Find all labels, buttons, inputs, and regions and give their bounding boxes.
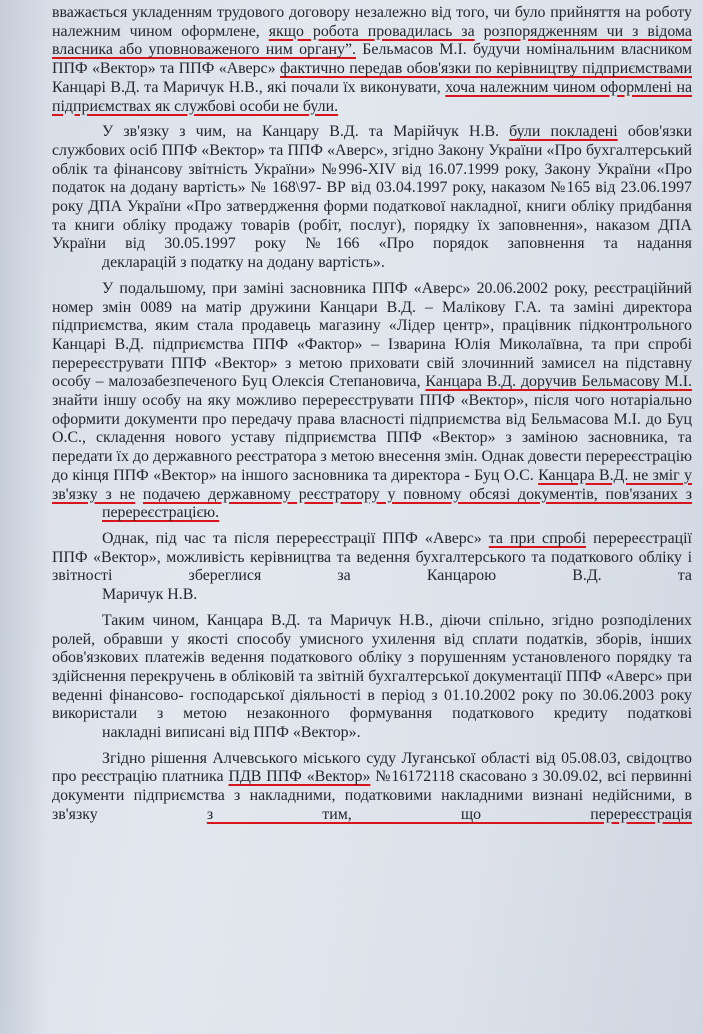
text-line: Бельмасова М.І. до Буц О.С., складення нового уставу підприємства xyxy=(52,410,693,447)
underlined-phrase: Канцара В.Д. не зміг у зв'язку з не xyxy=(52,466,693,503)
paragraph-6 xyxy=(52,750,692,825)
text-line: на яку можливо перереєструвати ППФ «Вектор», після чого нотаріально xyxy=(186,392,692,410)
text-line: Маричук Н.В., які почали їх виконувати, xyxy=(162,78,441,96)
page-shadow xyxy=(0,0,48,1034)
text-line: податків, зборів, інших обов'язкових платежів ведення податкового обліку з xyxy=(52,630,692,667)
text-line: ППФ «Вектор» з заміною засновника, та передати їх до державного реєстратора з xyxy=(52,429,692,466)
text-line: Таким чином, Канцара В.Д. та Маричук Н.В., діючи спільно, згідно xyxy=(102,611,594,629)
text-line: реєстраційний номер змін 0089 на матір дружини Канцари В.Д. – Малікову Г.А. xyxy=(52,279,692,316)
underlined-phrase: Канцара В.Д. доручив Бельмасову М.І. xyxy=(425,373,692,391)
text-line: Однак, під час та після перереєстрації ППФ «Аверс» xyxy=(102,529,482,547)
underlined-phrase: хоча належним чином оформлені на xyxy=(445,78,692,96)
text-line: обов'язки службових осіб ППФ «Вектор» та ППФ «Аверс», згідно Закону xyxy=(52,123,692,159)
underlined-phrase: подачею державному реєстратору у повному обсязі документів, пов'язаних з xyxy=(142,485,692,503)
text-line: 30.09.02, всі первинні документи підприємства з накладними, податковими xyxy=(52,768,692,805)
underlined-phrase: перереєстрацією. xyxy=(102,504,220,522)
text-line: іншого засновника та директора - Буц О.С. xyxy=(241,466,534,484)
text-line: накладними визнані недійсними, в зв'язку xyxy=(52,787,692,823)
underlined-phrase: з тим, що перереєстрація xyxy=(206,805,692,823)
text-line: звітній бухгалтерської документації ППФ «Аверс» при веденні фінансово- xyxy=(52,667,692,704)
text-line: Олексія Степановича, xyxy=(271,373,421,391)
paragraph-4 xyxy=(52,530,692,605)
text-line: Згідно рішення Алчевського міського суду Луганської області від 05.08.03, xyxy=(102,749,621,767)
document-text xyxy=(52,4,692,825)
text-line: декларацій з податку на додану вартість». xyxy=(102,254,385,272)
text-line: №16172118 скасовано з xyxy=(370,768,538,786)
underlined-phrase: якщо робота провадилась за xyxy=(268,22,475,40)
text-line: використали з метою незаконного формування податкового кредиту податкові xyxy=(52,705,692,723)
text-line: Маричук Н.В. xyxy=(102,586,198,604)
text-line: вважається укладенням трудового договору незалежно від того, чи було xyxy=(52,4,546,21)
text-line: працівник підконтрольного Канцарі В.Д. підприємства ППФ «Фактор» – Ізварина xyxy=(52,317,692,353)
paragraph-3 xyxy=(52,280,692,523)
text-line: оформити документи про передачу права власності підприємства від xyxy=(52,410,526,428)
paragraph-5 xyxy=(52,612,692,743)
text-line: розподілених ролей, обравши у якості способу умисного ухилення від сплати xyxy=(52,611,692,648)
text-line: приховати свій злочинний замисел на підставну особу – малозабезпеченого Буц xyxy=(52,354,692,391)
underlined-phrase: підприємствах як службові особи не були. xyxy=(52,97,339,115)
text-line: метою внесення змін. Однак довести перереєстрацію до кінця ППФ «Вектор» на xyxy=(52,448,692,484)
text-line: накладні виписані від ППФ «Вектор». xyxy=(102,724,361,742)
text-line: Бельмасов М.І. будучи номінальним власником ППФ «Вектор» та ППФ «Аверс» xyxy=(52,41,692,78)
paragraph-2 xyxy=(52,123,692,273)
text-line: порушенням установленого порядку та здійснення перекручень в обліковій та xyxy=(52,649,693,685)
text-line: Юлія Миколаївна, та при спробі перереєструвати ППФ «Вектор» з метою xyxy=(52,335,692,372)
text-line: України «Про бухгалтерський облік та фінансову звітність України» №996-XIV xyxy=(52,141,692,178)
text-line: Канцарі В.Д. та xyxy=(52,78,159,96)
underlined-phrase: фактично передав обов'язки по керівництву підприємствами xyxy=(280,60,692,78)
text-line: та заміні директора підприємства, яким стала продавець магазину «Лідер центр», xyxy=(52,298,692,335)
text-line: перереєстрації ППФ «Вектор», можливість керівництва та ведення xyxy=(52,529,692,566)
underlined-phrase: розпорядженням чи з відома власника або уповноваженого ним органу”. xyxy=(52,22,692,59)
text-line: У подальшому, при заміні засновника ППФ «Аверс» 20.06.2002 року, xyxy=(102,279,588,297)
paragraph-1 xyxy=(52,4,692,116)
text-line: України від 30.05.1997 року №166 «Про порядок заповнення та надання xyxy=(52,235,692,253)
text-line: обліку продажу товарів (робіт, послуг), порядку їх заповнення», наказом ДПА xyxy=(122,216,692,234)
text-line: господарської діяльності в період з 01.10.2002 року по 30.06.2003 року xyxy=(190,686,692,704)
underlined-phrase: та при спробі xyxy=(488,529,587,547)
text-line: свідоцтво про реєстрацію платника xyxy=(52,749,692,786)
text-line: бухгалтерського та податкового обліку і звітності збереглися за Канцарою В.Д. та xyxy=(52,548,692,585)
text-line: У зв'язку з чим, на Канцару В.Д. та Марійчук Н.В. xyxy=(102,123,500,141)
text-line: затвердження форми податкової накладної, книги обліку придбання та книги xyxy=(52,198,692,234)
underlined-phrase: були покладені xyxy=(509,123,618,141)
underlined-phrase: ПДВ ППФ «Вектор» xyxy=(228,768,371,786)
text-line: ВР від 03.04.1997 року, наказом №165 від 23.06.1997 року ДПА України «Про xyxy=(52,179,692,216)
text-line: знайти іншу особу xyxy=(52,392,181,410)
text-line: від 16.07.1999 року, Закону України «Про податок на додану вартість» № 168\97- xyxy=(52,160,692,197)
text-line: прийняття на роботу належним чином оформлене, xyxy=(52,4,692,40)
